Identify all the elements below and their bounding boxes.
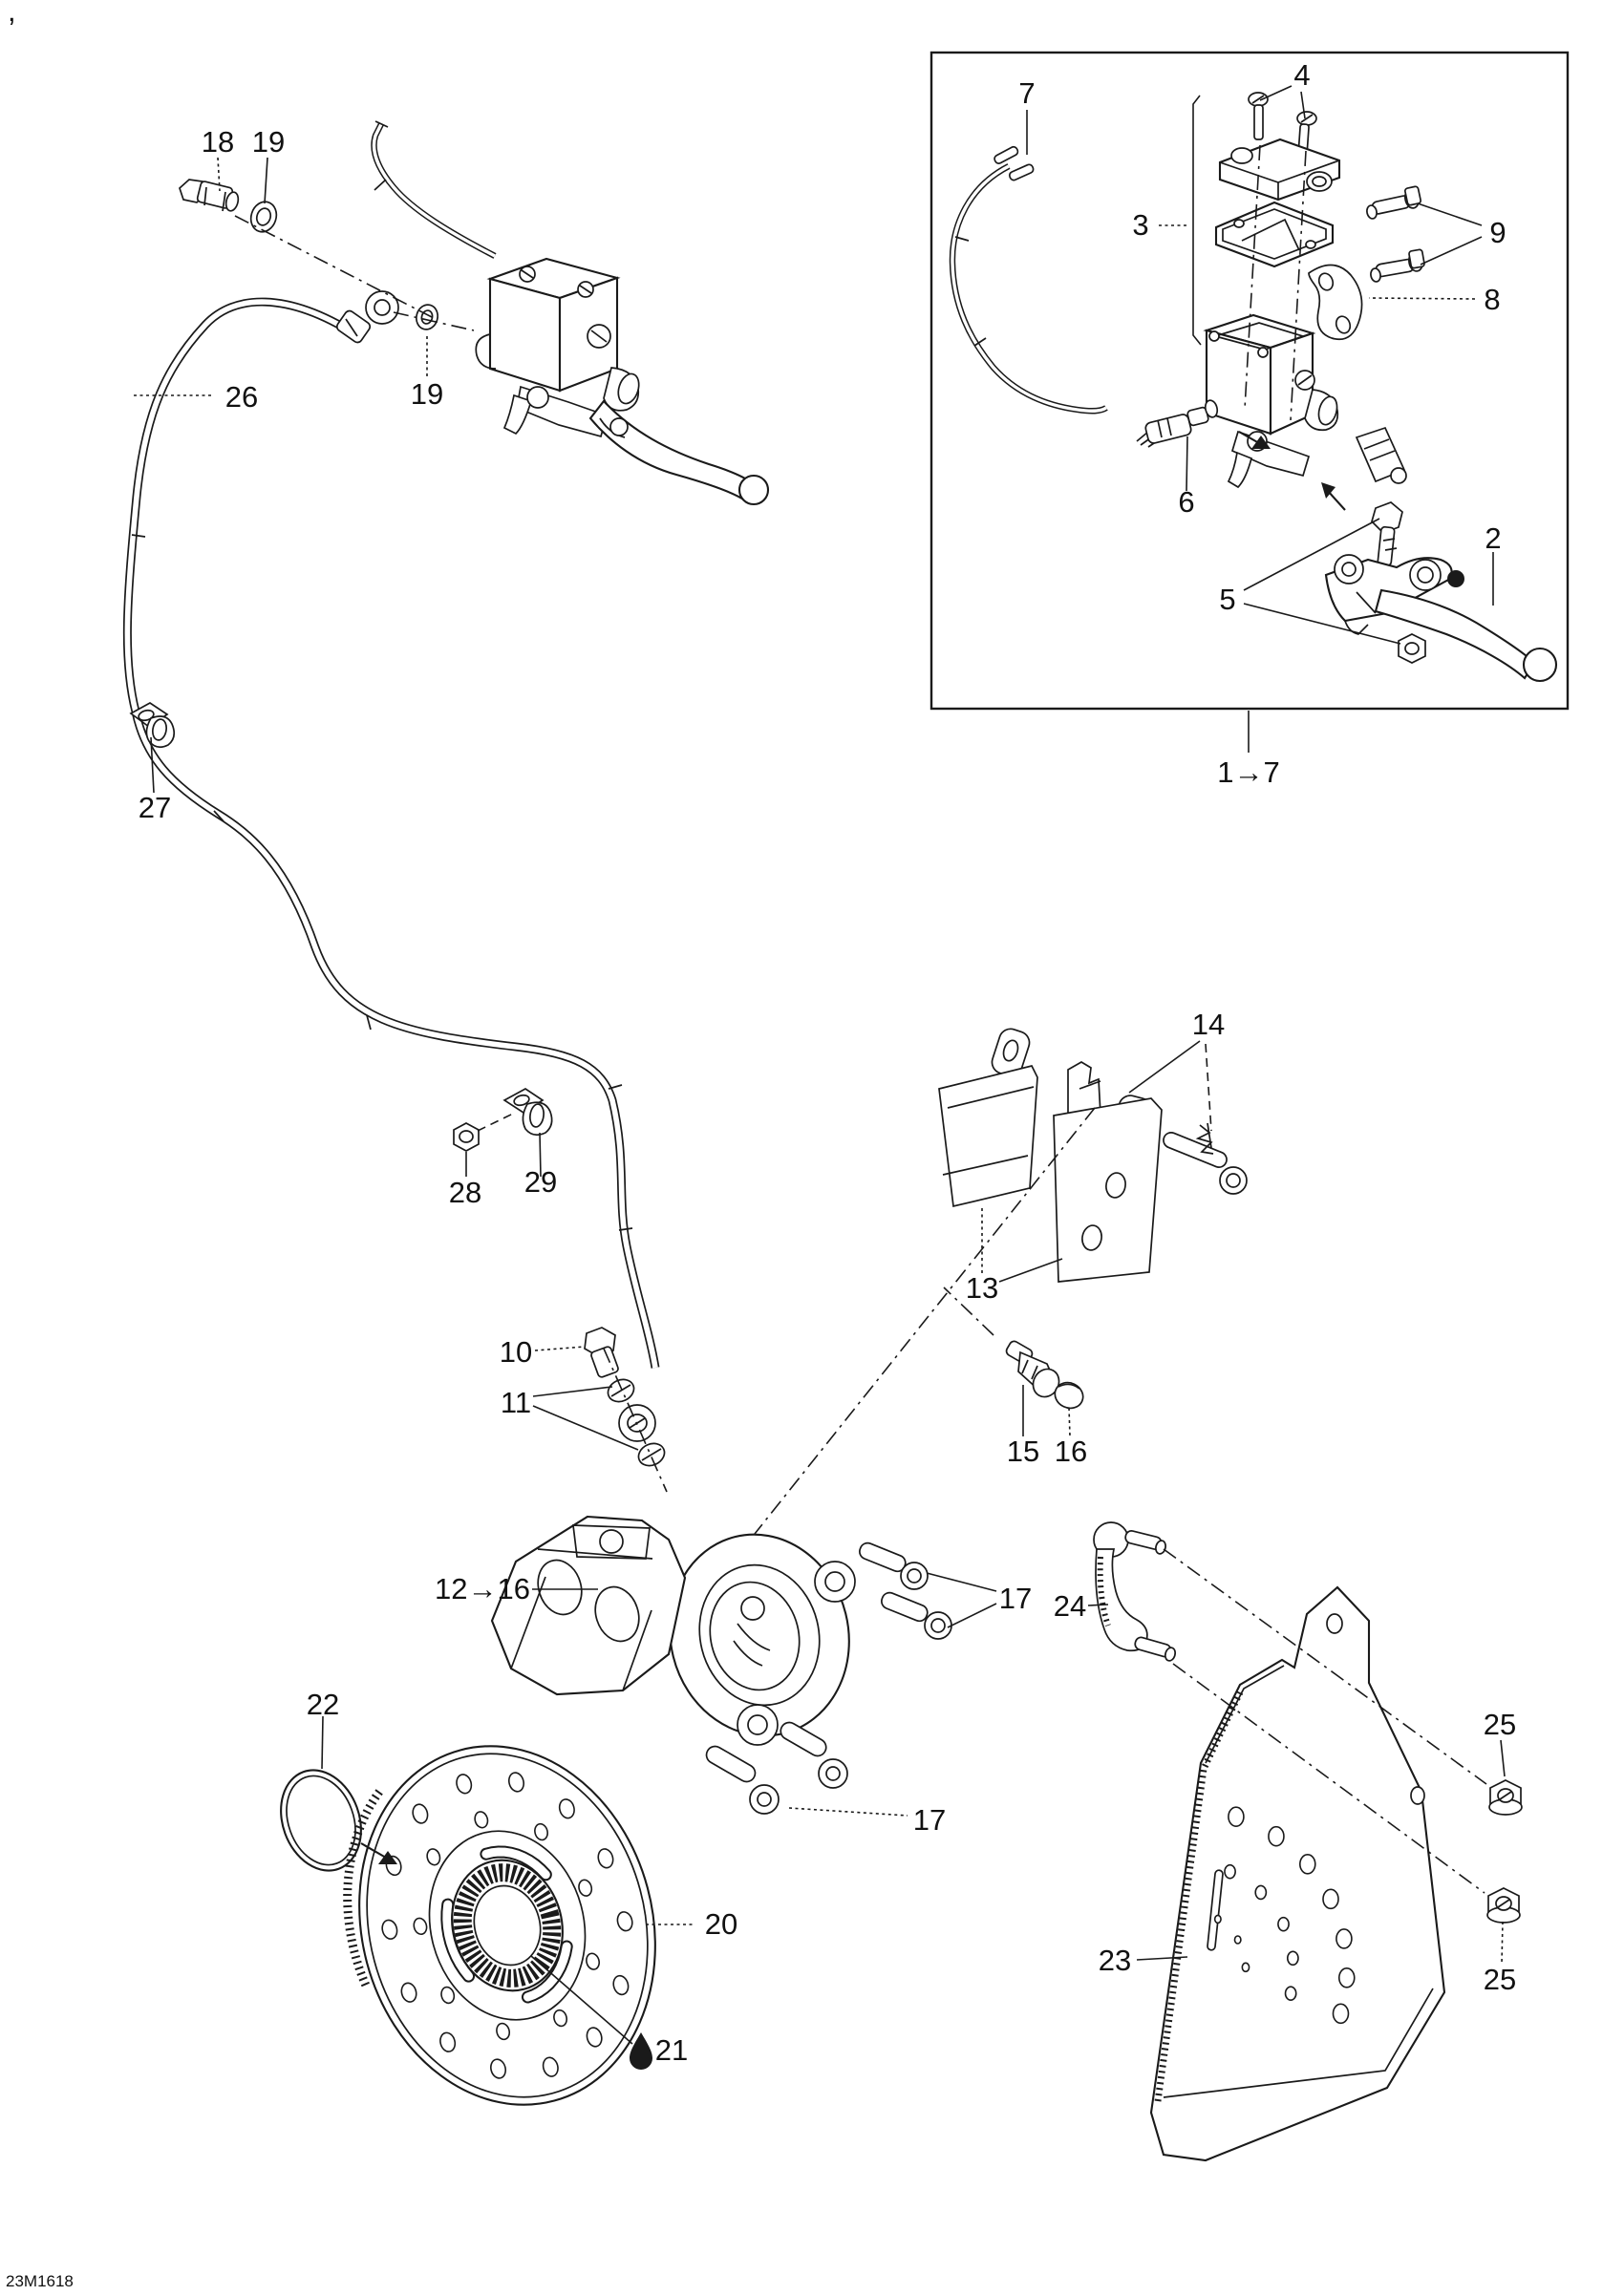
callout-26: 26 [224, 380, 259, 414]
boot [1357, 428, 1406, 483]
wire-7 [952, 145, 1106, 411]
callout-25-upper: 25 [1483, 1708, 1517, 1741]
callout-2: 2 [1485, 521, 1502, 555]
callout-12-to-16: 12→16 [435, 1572, 530, 1605]
banjo-bolt-10 [585, 1328, 619, 1378]
brake-lever-2 [1326, 555, 1556, 681]
callout-7: 7 [1018, 76, 1036, 110]
callout-28: 28 [448, 1176, 482, 1209]
callout-13: 13 [965, 1271, 999, 1305]
callout-18: 18 [201, 125, 235, 159]
callout-5: 5 [1219, 583, 1236, 616]
flange-nut-25-upper [1489, 1780, 1522, 1815]
callout-27: 27 [138, 791, 172, 824]
banjo-bolt-18 [180, 180, 240, 212]
callout-16: 16 [1054, 1435, 1088, 1468]
callout-17-lower: 17 [912, 1803, 947, 1837]
master-cylinder [476, 259, 768, 504]
callout-19-mid: 19 [410, 377, 444, 411]
drawing-code: 23M1618 [6, 2272, 74, 2290]
washer-19-mid [414, 303, 440, 332]
callout-22: 22 [306, 1688, 340, 1721]
brake-pads-13 [939, 1026, 1162, 1282]
piston-6 [1137, 399, 1219, 447]
callout-23: 23 [1098, 1944, 1132, 1977]
corner-mark: , [8, 0, 16, 28]
callout-19-top: 19 [251, 125, 286, 159]
hose-clamp-29 [504, 1089, 552, 1135]
callout-3: 3 [1132, 208, 1149, 242]
flange-nut-25-lower [1487, 1888, 1520, 1923]
guard-plate-23 [1151, 1587, 1444, 2160]
callout-21: 21 [654, 2033, 689, 2067]
callout-6: 6 [1178, 485, 1195, 519]
reservoir-body [1207, 315, 1340, 487]
washer-19-top [247, 199, 281, 235]
callout-4: 4 [1293, 58, 1311, 92]
bracket-24 [1094, 1522, 1177, 1662]
hose-end-fitting [335, 291, 398, 344]
callout-1-to-7: 1→7 [1217, 755, 1280, 789]
clamp-8 [1309, 265, 1362, 339]
callout-10: 10 [499, 1335, 533, 1369]
callout-17-upper: 17 [998, 1582, 1033, 1615]
pivot-nut [1399, 634, 1425, 663]
brake-disc [316, 1712, 694, 2138]
callout-20: 20 [704, 1907, 738, 1941]
caliper-bolts-17-upper [857, 1541, 951, 1639]
callout-29: 29 [524, 1165, 558, 1199]
callout-25-lower: 25 [1483, 1963, 1517, 1996]
callout-14: 14 [1191, 1008, 1226, 1041]
reservoir-gasket [1216, 202, 1333, 266]
vent-hose [374, 121, 495, 256]
callout-15: 15 [1006, 1435, 1040, 1468]
nut-28 [454, 1123, 479, 1151]
callout-24: 24 [1053, 1589, 1087, 1623]
callout-9: 9 [1489, 216, 1506, 249]
clamp-screws-9 [1366, 186, 1425, 283]
brake-hose [127, 302, 655, 1368]
pad-pin-and-clip-14 [1162, 1123, 1247, 1194]
lever-pivot-bolt-5 [1372, 502, 1402, 566]
callout-11: 11 [500, 1386, 532, 1419]
brake-caliper [492, 1516, 870, 1755]
callout-8: 8 [1484, 283, 1501, 316]
reservoir-cover [1220, 139, 1339, 200]
